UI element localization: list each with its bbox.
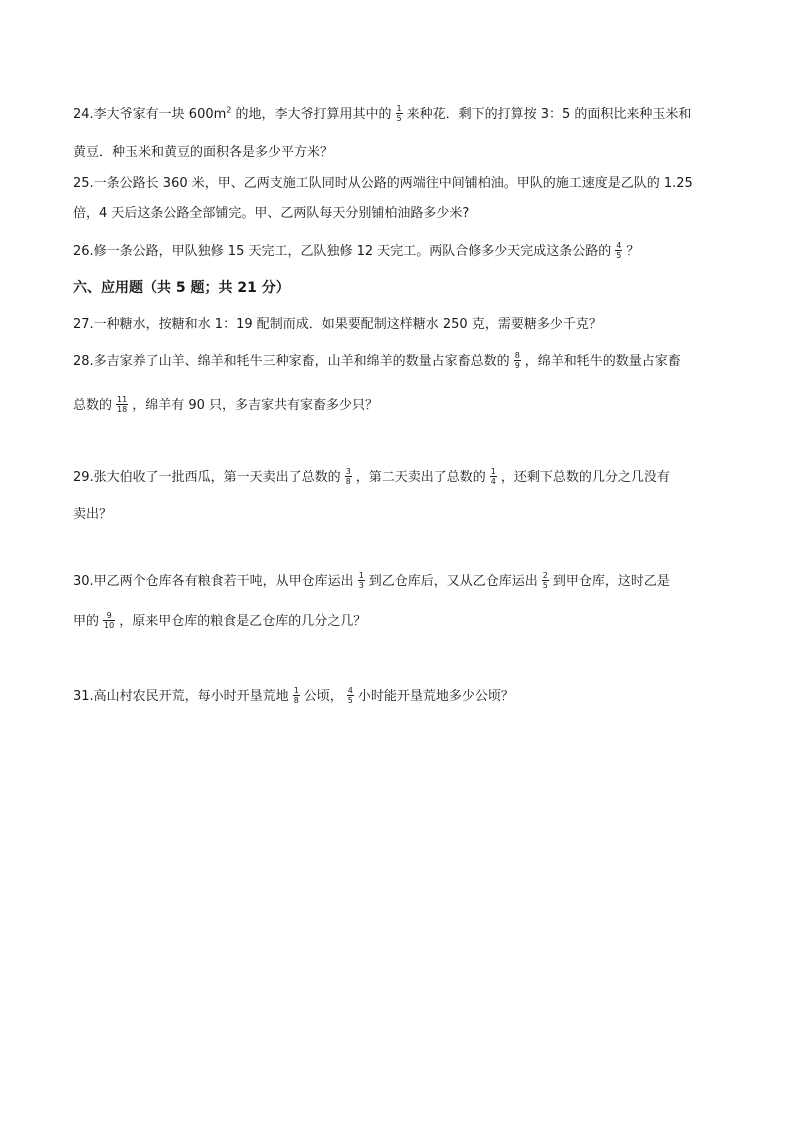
q26-fraction: $\frac{4}{5}$ <box>616 241 622 260</box>
q29-line2: 卖出？ <box>73 507 113 522</box>
q30-line2 <box>73 612 366 632</box>
q30-text-b: 到乙仓库后，又从乙仓库运出 <box>368 574 538 589</box>
q29-text-a: 29.张大伯收了一批西瓜，第一天卖出了总数的 <box>73 470 341 485</box>
q26-line1 <box>73 242 639 262</box>
q28-line1 <box>73 352 681 372</box>
q24-text-b: 的地，李大爷打算用其中的 <box>231 107 392 122</box>
q31-fraction-1: $\frac{1}{8}$ <box>293 686 299 705</box>
q25-line1: 25.一条公路长 360 米，甲、乙两支施工队同时从公路的两端往中间铺柏油。甲队的施工速度是乙队的 1.25 <box>73 176 693 191</box>
q31-text-c: 小时能开垦荒地多少公顷？ <box>357 689 514 704</box>
q24-superscript: 2 <box>226 105 232 115</box>
q30-fraction-2: $\frac{2}{5}$ <box>542 571 548 590</box>
q29-line1 <box>73 468 670 488</box>
q24-line2: 黄豆．种玉米和黄豆的面积各是多少平方米？ <box>73 145 334 160</box>
q29-text-b: ，第二天卖出了总数的 <box>355 470 486 485</box>
q26-text-b: ？ <box>626 244 640 259</box>
q30-text-c: 到甲仓库，这时乙是 <box>552 574 670 589</box>
q28-fraction-2: $\frac{11}{18}$ <box>117 395 128 414</box>
q30-text-e: ，原来甲仓库的粮食是乙仓库的几分之几？ <box>119 614 367 629</box>
q28-text-b: ，绵羊和牦牛的数量占家畜 <box>524 354 681 369</box>
section-title: 六、应用题（共 5 题；共 21 分） <box>73 280 290 296</box>
q26-text-a: 26.修一条公路，甲队独修 15 天完工，乙队独修 12 天完工。两队合修多少天完成这条公路的 <box>73 244 612 259</box>
q24-text-a: 24.李大爷家有一块 600m <box>73 107 227 122</box>
q24-fraction: $\frac{1}{5}$ <box>396 104 402 123</box>
q30-text-d: 甲的 <box>73 614 100 629</box>
q28-text-a: 28.多吉家养了山羊、绵羊和牦牛三种家畜，山羊和绵羊的数量占家畜总数的 <box>73 354 510 369</box>
q29-fraction-1: $\frac{3}{8}$ <box>345 467 351 486</box>
q31-fraction-2: $\frac{4}{5}$ <box>347 686 353 705</box>
q29-fraction-2: $\frac{1}{4}$ <box>490 467 496 486</box>
q28-text-d: ，绵羊有 90 只，多吉家共有家畜多少只？ <box>132 398 379 413</box>
q24-text-c: 来种花．剩下的打算按 3：5 的面积比来种玉米和 <box>406 107 692 122</box>
q24-line1 <box>73 105 691 125</box>
q31-line1 <box>73 687 514 707</box>
q30-fraction-1: $\frac{1}{3}$ <box>358 571 364 590</box>
q25-line2: 倍，4 天后这条公路全部铺完。甲、乙两队每天分别铺柏油路多少米? <box>73 206 470 221</box>
q31-text-b: 公顷， <box>303 689 343 704</box>
q30-text-a: 30.甲乙两个仓库各有粮食若干吨，从甲仓库运出 <box>73 574 354 589</box>
q28-line2 <box>73 396 378 416</box>
q30-line1 <box>73 572 670 592</box>
q30-fraction-3: $\frac{9}{10}$ <box>104 611 115 630</box>
q27-line1: 27.一种糖水，按糖和水 1：19 配制而成．如果要配制这样糖水 250 克，需要糖多少千克？ <box>73 317 602 332</box>
q29-text-c: ，还剩下总数的几分之几没有 <box>500 470 670 485</box>
q28-fraction-1: $\frac{8}{9}$ <box>514 351 520 370</box>
q28-text-c: 总数的 <box>73 398 113 413</box>
q31-text-a: 31.高山村农民开荒，每小时开垦荒地 <box>73 689 289 704</box>
